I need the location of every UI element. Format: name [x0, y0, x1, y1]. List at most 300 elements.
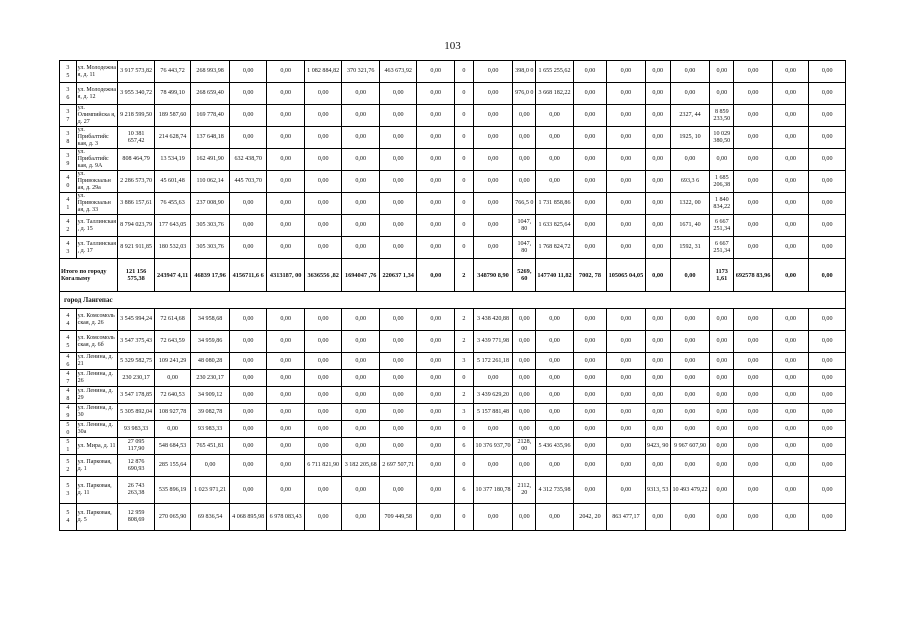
- value-cell: 0,00: [734, 127, 773, 149]
- value-cell: 0,00: [573, 149, 606, 171]
- value-cell: 0,00: [267, 61, 305, 83]
- value-cell: 0,00: [304, 149, 342, 171]
- value-cell: 0,00: [809, 215, 846, 237]
- value-cell: 285 155,64: [154, 455, 190, 477]
- value-cell: 1 082 884,82: [304, 61, 342, 83]
- data-table: [59, 60, 846, 531]
- value-cell: 0,00: [734, 353, 773, 370]
- value-cell: 0,00: [473, 421, 513, 438]
- value-cell: 39 082,78: [191, 404, 230, 421]
- value-cell: 34 959,86: [191, 331, 230, 353]
- value-cell: 2128, 00: [513, 438, 536, 455]
- value-cell: 398,0 0: [513, 61, 536, 83]
- value-cell: 2042, 20: [573, 504, 606, 531]
- value-cell: 0,00: [734, 455, 773, 477]
- value-cell: 1671, 40: [670, 215, 710, 237]
- total-value-cell: 2: [454, 259, 473, 292]
- value-cell: 0: [454, 83, 473, 105]
- value-cell: 0,00: [670, 353, 710, 370]
- value-cell: 34 958,68: [191, 309, 230, 331]
- value-cell: 3 886 157,61: [118, 193, 154, 215]
- value-cell: 0,00: [379, 353, 417, 370]
- value-cell: 1925, 10: [670, 127, 710, 149]
- value-cell: 1 768 824,72: [536, 237, 574, 259]
- value-cell: 0,00: [417, 504, 455, 531]
- value-cell: 0,00: [342, 83, 380, 105]
- value-cell: 3: [454, 353, 473, 370]
- value-cell: 0,00: [734, 237, 773, 259]
- value-cell: 0,00: [417, 237, 455, 259]
- value-cell: 0,00: [645, 353, 670, 370]
- value-cell: 0,00: [229, 105, 267, 127]
- value-cell: 10 376 937,70: [473, 438, 513, 455]
- value-cell: 0,00: [417, 353, 455, 370]
- value-cell: 34 909,12: [191, 387, 230, 404]
- value-cell: 9423, 90: [645, 438, 670, 455]
- value-cell: 0,00: [734, 105, 773, 127]
- value-cell: 5 436 435,96: [536, 438, 574, 455]
- value-cell: 0: [454, 149, 473, 171]
- value-cell: 0,00: [229, 455, 267, 477]
- value-cell: 0,00: [573, 455, 606, 477]
- value-cell: 0,00: [379, 331, 417, 353]
- value-cell: 0,00: [473, 237, 513, 259]
- value-cell: 6 978 083,43: [267, 504, 305, 531]
- table-row: [60, 455, 846, 477]
- table-row: [60, 193, 846, 215]
- value-cell: 0,00: [229, 61, 267, 83]
- value-cell: 0,00: [710, 404, 734, 421]
- address-cell: ул. Привокзальн ая, д. 33: [76, 193, 118, 215]
- value-cell: 26 743 263,38: [118, 477, 154, 504]
- row-number: 4 8: [60, 387, 77, 404]
- value-cell: 0,00: [734, 438, 773, 455]
- value-cell: 1 685 206,38: [710, 171, 734, 193]
- value-cell: 0,00: [379, 171, 417, 193]
- value-cell: 0,00: [710, 149, 734, 171]
- value-cell: 0,00: [513, 387, 536, 404]
- value-cell: 0,00: [573, 353, 606, 370]
- row-number: 3 9: [60, 149, 77, 171]
- value-cell: 109 241,29: [154, 353, 190, 370]
- value-cell: 0,00: [645, 237, 670, 259]
- value-cell: 0,00: [417, 455, 455, 477]
- value-cell: 0,00: [734, 61, 773, 83]
- value-cell: 0,00: [809, 83, 846, 105]
- value-cell: 237 008,90: [191, 193, 230, 215]
- value-cell: 268 993,98: [191, 61, 230, 83]
- value-cell: 693,3 6: [670, 171, 710, 193]
- value-cell: 0,00: [417, 370, 455, 387]
- value-cell: 0,00: [607, 455, 646, 477]
- value-cell: 0,00: [670, 149, 710, 171]
- value-cell: 9 967 607,90: [670, 438, 710, 455]
- value-cell: 0,00: [267, 477, 305, 504]
- address-cell: ул. Прибалтийс кая, д. 9А: [76, 149, 118, 171]
- value-cell: 0,00: [809, 331, 846, 353]
- value-cell: 0,00: [670, 309, 710, 331]
- table-row: [60, 61, 846, 83]
- value-cell: 0,00: [573, 127, 606, 149]
- row-number: 4 3: [60, 237, 77, 259]
- value-cell: 0,00: [573, 215, 606, 237]
- value-cell: 0,00: [342, 105, 380, 127]
- value-cell: 0,00: [473, 105, 513, 127]
- value-cell: 4 068 895,98: [229, 504, 267, 531]
- value-cell: 0,00: [417, 309, 455, 331]
- address-cell: ул. Ленина, д. 29: [76, 387, 118, 404]
- total-value-cell: 1694047 ,76: [342, 259, 380, 292]
- value-cell: 0,00: [645, 149, 670, 171]
- value-cell: 0,00: [417, 421, 455, 438]
- value-cell: 10 029 380,50: [710, 127, 734, 149]
- value-cell: 0,00: [342, 504, 380, 531]
- table-row: [60, 105, 846, 127]
- value-cell: 76 455,63: [154, 193, 190, 215]
- value-cell: 0,00: [645, 331, 670, 353]
- total-value-cell: 46839 17,96: [191, 259, 230, 292]
- value-cell: 0,00: [607, 215, 646, 237]
- row-number: 4 6: [60, 353, 77, 370]
- value-cell: 0,00: [772, 504, 808, 531]
- value-cell: 1592, 31: [670, 237, 710, 259]
- value-cell: 0,00: [809, 504, 846, 531]
- value-cell: 0,00: [772, 105, 808, 127]
- value-cell: 0,00: [417, 193, 455, 215]
- value-cell: 76 443,72: [154, 61, 190, 83]
- value-cell: 3: [454, 404, 473, 421]
- value-cell: 5 329 582,75: [118, 353, 154, 370]
- value-cell: 535 896,19: [154, 477, 190, 504]
- table-row: [60, 171, 846, 193]
- value-cell: 0,00: [417, 149, 455, 171]
- value-cell: 0,00: [607, 193, 646, 215]
- row-number: 3 5: [60, 61, 77, 83]
- value-cell: 0,00: [379, 370, 417, 387]
- value-cell: 0,00: [304, 105, 342, 127]
- value-cell: 10 377 180,78: [473, 477, 513, 504]
- value-cell: 0,00: [573, 421, 606, 438]
- value-cell: 3 438 420,88: [473, 309, 513, 331]
- value-cell: 0,00: [809, 61, 846, 83]
- value-cell: 0,00: [229, 237, 267, 259]
- value-cell: 0,00: [417, 404, 455, 421]
- value-cell: 0,00: [379, 149, 417, 171]
- value-cell: 0,00: [267, 105, 305, 127]
- value-cell: 230 230,17: [118, 370, 154, 387]
- value-cell: 0,00: [379, 83, 417, 105]
- value-cell: 0,00: [607, 331, 646, 353]
- value-cell: 0,00: [809, 438, 846, 455]
- value-cell: 0,00: [154, 421, 190, 438]
- total-value-cell: 348790 8,90: [473, 259, 513, 292]
- table-row: [60, 421, 846, 438]
- value-cell: 3 955 340,72: [118, 83, 154, 105]
- total-value-cell: 243947 4,11: [154, 259, 190, 292]
- value-cell: 305 303,76: [191, 237, 230, 259]
- value-cell: 12 876 690,93: [118, 455, 154, 477]
- value-cell: 0,00: [513, 171, 536, 193]
- value-cell: 0,00: [607, 438, 646, 455]
- value-cell: 0,00: [267, 387, 305, 404]
- value-cell: 0,00: [772, 309, 808, 331]
- value-cell: 0,00: [734, 504, 773, 531]
- value-cell: 0,00: [809, 193, 846, 215]
- value-cell: 0,00: [734, 370, 773, 387]
- address-cell: ул. Парковая, д. 5: [76, 504, 118, 531]
- table-row: [60, 504, 846, 531]
- value-cell: 48 080,28: [191, 353, 230, 370]
- value-cell: 0,00: [379, 387, 417, 404]
- value-cell: 0,00: [772, 370, 808, 387]
- total-value-cell: 0,00: [772, 259, 808, 292]
- value-cell: 0,00: [573, 331, 606, 353]
- value-cell: 0,00: [417, 215, 455, 237]
- address-cell: ул. Таллинская , д. 17: [76, 237, 118, 259]
- value-cell: 0,00: [670, 404, 710, 421]
- value-cell: 0,00: [607, 421, 646, 438]
- value-cell: 230 230,17: [191, 370, 230, 387]
- value-cell: 0,00: [809, 387, 846, 404]
- value-cell: 0,00: [809, 477, 846, 504]
- row-number: 4 0: [60, 171, 77, 193]
- value-cell: 0,00: [379, 404, 417, 421]
- value-cell: 0,00: [342, 193, 380, 215]
- value-cell: 0,00: [267, 309, 305, 331]
- value-cell: 0,00: [536, 127, 574, 149]
- value-cell: 0,00: [536, 105, 574, 127]
- value-cell: 0,00: [645, 105, 670, 127]
- value-cell: 0,00: [191, 455, 230, 477]
- value-cell: 3 547 375,43: [118, 331, 154, 353]
- value-cell: 0,00: [573, 193, 606, 215]
- value-cell: 0,00: [809, 455, 846, 477]
- row-number: 5 1: [60, 438, 77, 455]
- value-cell: 0,00: [304, 331, 342, 353]
- total-value-cell: 1173 1,61: [710, 259, 734, 292]
- value-cell: 0,00: [154, 370, 190, 387]
- value-cell: 0,00: [267, 331, 305, 353]
- value-cell: 0,00: [772, 477, 808, 504]
- value-cell: 0,00: [573, 404, 606, 421]
- value-cell: 0,00: [229, 83, 267, 105]
- value-cell: 0,00: [734, 171, 773, 193]
- value-cell: 0,00: [513, 331, 536, 353]
- value-cell: 0,00: [513, 404, 536, 421]
- total-value-cell: 147740 11,82: [536, 259, 574, 292]
- row-number: 5 2: [60, 455, 77, 477]
- value-cell: 0,00: [710, 438, 734, 455]
- value-cell: 0,00: [710, 421, 734, 438]
- value-cell: 0,00: [772, 171, 808, 193]
- value-cell: 0,00: [734, 477, 773, 504]
- value-cell: 2: [454, 309, 473, 331]
- table-row: [60, 438, 846, 455]
- value-cell: 0,00: [513, 149, 536, 171]
- value-cell: 0,00: [513, 309, 536, 331]
- value-cell: 110 062,14: [191, 171, 230, 193]
- value-cell: 0,00: [304, 353, 342, 370]
- value-cell: 0,00: [379, 477, 417, 504]
- section-row: [60, 292, 846, 309]
- value-cell: 0,00: [645, 171, 670, 193]
- value-cell: 0,00: [267, 237, 305, 259]
- value-cell: 4 312 735,98: [536, 477, 574, 504]
- value-cell: 0,00: [645, 387, 670, 404]
- value-cell: 0,00: [417, 331, 455, 353]
- value-cell: 0,00: [379, 438, 417, 455]
- value-cell: 0,00: [809, 421, 846, 438]
- value-cell: 0,00: [710, 455, 734, 477]
- value-cell: 0,00: [342, 353, 380, 370]
- value-cell: 3 917 573,82: [118, 61, 154, 83]
- value-cell: 8 921 911,85: [118, 237, 154, 259]
- value-cell: 0,00: [513, 105, 536, 127]
- value-cell: 0,00: [734, 149, 773, 171]
- value-cell: 0,00: [267, 421, 305, 438]
- value-cell: 0,00: [229, 404, 267, 421]
- value-cell: 0,00: [304, 404, 342, 421]
- value-cell: 0,00: [573, 61, 606, 83]
- value-cell: 463 673,92: [379, 61, 417, 83]
- address-cell: ул. Прибалтийс кая, д. 3: [76, 127, 118, 149]
- value-cell: 0,00: [304, 438, 342, 455]
- value-cell: 2: [454, 387, 473, 404]
- value-cell: 0,00: [267, 149, 305, 171]
- value-cell: 0,00: [772, 421, 808, 438]
- table-row: [60, 309, 846, 331]
- value-cell: 0,00: [573, 438, 606, 455]
- value-cell: 0,00: [536, 149, 574, 171]
- value-cell: 0,00: [809, 370, 846, 387]
- value-cell: 108 927,78: [154, 404, 190, 421]
- value-cell: 0,00: [229, 438, 267, 455]
- value-cell: 6 711 821,90: [304, 455, 342, 477]
- value-cell: 6 667 251,34: [710, 237, 734, 259]
- value-cell: 0,00: [473, 61, 513, 83]
- value-cell: 1047, 80: [513, 215, 536, 237]
- value-cell: 6: [454, 477, 473, 504]
- value-cell: 0,00: [645, 127, 670, 149]
- value-cell: 0,00: [229, 387, 267, 404]
- value-cell: 0,00: [772, 438, 808, 455]
- value-cell: 0,00: [513, 127, 536, 149]
- value-cell: 0,00: [645, 83, 670, 105]
- value-cell: 0: [454, 421, 473, 438]
- value-cell: 0,00: [417, 127, 455, 149]
- value-cell: 0: [454, 61, 473, 83]
- value-cell: 0,00: [473, 171, 513, 193]
- value-cell: 12 959 808,69: [118, 504, 154, 531]
- value-cell: 0,00: [304, 504, 342, 531]
- value-cell: 0,00: [267, 83, 305, 105]
- value-cell: 0: [454, 193, 473, 215]
- value-cell: 78 499,10: [154, 83, 190, 105]
- address-cell: ул. Молодежна я, д. 11: [76, 61, 118, 83]
- value-cell: 0,00: [607, 477, 646, 504]
- value-cell: 0,00: [342, 438, 380, 455]
- value-cell: 0,00: [536, 387, 574, 404]
- value-cell: 0,00: [645, 421, 670, 438]
- value-cell: 0,00: [229, 331, 267, 353]
- value-cell: 0: [454, 127, 473, 149]
- value-cell: 0,00: [734, 309, 773, 331]
- total-value-cell: 0,00: [645, 259, 670, 292]
- value-cell: 3 668 182,22: [536, 83, 574, 105]
- value-cell: 0,00: [607, 387, 646, 404]
- value-cell: 0,00: [607, 171, 646, 193]
- value-cell: 0,00: [342, 477, 380, 504]
- table-row: [60, 127, 846, 149]
- value-cell: 6 667 251,34: [710, 215, 734, 237]
- value-cell: 0,00: [513, 455, 536, 477]
- value-cell: 0,00: [229, 353, 267, 370]
- value-cell: 0: [454, 215, 473, 237]
- value-cell: 0,00: [573, 370, 606, 387]
- value-cell: 305 303,76: [191, 215, 230, 237]
- value-cell: 72 614,68: [154, 309, 190, 331]
- value-cell: 0,00: [473, 193, 513, 215]
- value-cell: 0,00: [809, 149, 846, 171]
- value-cell: 0,00: [734, 193, 773, 215]
- row-number: 4 9: [60, 404, 77, 421]
- total-value-cell: 121 156 575,38: [118, 259, 154, 292]
- value-cell: 10 493 479,22: [670, 477, 710, 504]
- value-cell: 0,00: [304, 387, 342, 404]
- value-cell: 137 648,18: [191, 127, 230, 149]
- value-cell: 0,00: [573, 83, 606, 105]
- value-cell: 0: [454, 504, 473, 531]
- value-cell: 0,00: [267, 438, 305, 455]
- value-cell: 5 305 892,04: [118, 404, 154, 421]
- row-number: 5 4: [60, 504, 77, 531]
- value-cell: 0,00: [809, 127, 846, 149]
- value-cell: 445 703,70: [229, 171, 267, 193]
- total-value-cell: 4313187, 00: [267, 259, 305, 292]
- table-row: [60, 477, 846, 504]
- value-cell: 268 659,40: [191, 83, 230, 105]
- value-cell: 0,00: [342, 149, 380, 171]
- value-cell: 0,00: [473, 455, 513, 477]
- value-cell: 709 449,58: [379, 504, 417, 531]
- value-cell: 0,00: [772, 215, 808, 237]
- value-cell: 0,00: [645, 61, 670, 83]
- table-row: [60, 215, 846, 237]
- value-cell: 0,00: [645, 370, 670, 387]
- value-cell: 0,00: [645, 504, 670, 531]
- value-cell: 0: [454, 370, 473, 387]
- value-cell: 0,00: [473, 127, 513, 149]
- row-number: 3 7: [60, 105, 77, 127]
- value-cell: 0,00: [710, 387, 734, 404]
- value-cell: 0,00: [710, 331, 734, 353]
- value-cell: 0,00: [573, 105, 606, 127]
- value-cell: 548 684,53: [154, 438, 190, 455]
- value-cell: 0,00: [772, 127, 808, 149]
- value-cell: 0,00: [229, 193, 267, 215]
- value-cell: 72 640,53: [154, 387, 190, 404]
- value-cell: 93 983,33: [191, 421, 230, 438]
- value-cell: 0,00: [536, 353, 574, 370]
- value-cell: 0,00: [573, 309, 606, 331]
- value-cell: 0,00: [710, 61, 734, 83]
- value-cell: 0,00: [417, 477, 455, 504]
- table-row: [60, 404, 846, 421]
- value-cell: 0: [454, 237, 473, 259]
- value-cell: 0,00: [710, 477, 734, 504]
- value-cell: 0,00: [342, 370, 380, 387]
- value-cell: 0,00: [809, 309, 846, 331]
